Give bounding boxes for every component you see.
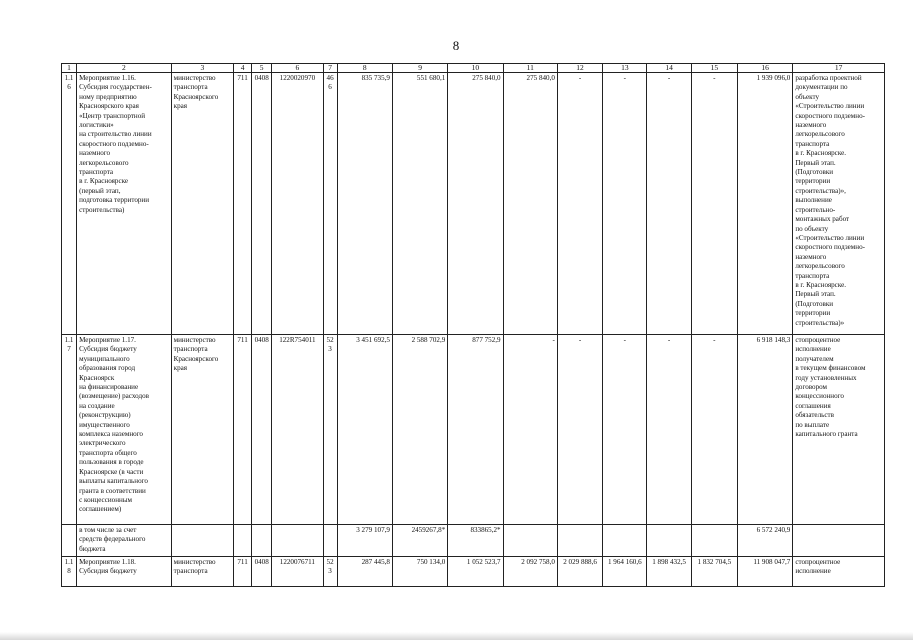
column-number: 6 <box>272 64 323 73</box>
activity-name-cell: Мероприятие 1.17. Субсидия бюджету муниципального образования город Красноярск на финансирование (возмещение) расходов на создание (реконструкцию) имущественного комплекса наземного электрического транспорта общего пользования в городе Красноярске (в части выплаты капитального гранта в соответствии с концессионным соглашением) <box>77 335 172 525</box>
column-number: 11 <box>503 64 557 73</box>
column-number: 5 <box>252 64 272 73</box>
amount-cell <box>647 525 691 557</box>
grbs-code-cell <box>234 525 252 557</box>
amount-cell: 833865,2* <box>448 525 503 557</box>
row-number-cell: 1.17 <box>62 335 77 525</box>
column-number: 17 <box>793 64 885 73</box>
grbs-code-cell: 711 <box>234 557 252 587</box>
amount-cell: 2459267,8* <box>392 525 447 557</box>
total-amount-cell: 1 939 096,0 <box>737 73 792 335</box>
target-article-cell: 122R754011 <box>272 335 323 525</box>
section-code-cell <box>252 525 272 557</box>
table-row <box>62 73 885 335</box>
amount-cell: - <box>691 73 737 335</box>
activity-name-cell: Мероприятие 1.16. Субсидия государствен- ному предприятию Красноярского края «Центр транспортной логистики» на строительство линии скоростного подземно- наземного легкорельсового транспорта в г. Красноярске (первый этап, подготовка территории строительства) <box>77 73 172 335</box>
grbs-code-cell: 711 <box>234 73 252 335</box>
amount-cell: 877 752,9 <box>448 335 503 525</box>
executor-cell: министерство транспорта Красноярского края <box>171 73 233 335</box>
executor-cell: министерство транспорта <box>171 557 233 587</box>
column-number: 4 <box>234 64 252 73</box>
amount-cell: 2 588 702,9 <box>392 335 447 525</box>
row-number-cell: 1.16 <box>62 73 77 335</box>
expense-type-cell: 523 <box>323 557 337 587</box>
amount-cell: 835 735,9 <box>337 73 392 335</box>
amount-cell: 1 052 523,7 <box>448 557 503 587</box>
expected-result-cell <box>793 525 885 557</box>
amount-cell: 3 451 692,5 <box>337 335 392 525</box>
section-code-cell: 0408 <box>252 335 272 525</box>
section-code-cell: 0408 <box>252 557 272 587</box>
expense-type-cell: 523 <box>323 335 337 525</box>
column-number: 3 <box>171 64 233 73</box>
expected-result-cell: стопроцентное исполнение <box>793 557 885 587</box>
column-number: 10 <box>448 64 503 73</box>
column-number: 1 <box>62 64 77 73</box>
expense-type-cell <box>323 525 337 557</box>
amount-cell: - <box>647 73 691 335</box>
column-number: 12 <box>557 64 602 73</box>
row-number-cell <box>62 525 77 557</box>
amount-cell <box>503 525 557 557</box>
table-row <box>62 557 885 587</box>
column-number-row <box>62 64 885 73</box>
total-amount-cell: 6 572 240,9 <box>737 525 792 557</box>
program-activities-table <box>61 63 885 587</box>
amount-cell: 2 092 758,0 <box>503 557 557 587</box>
executor-cell: министерство транспорта Красноярского края <box>171 335 233 525</box>
column-number: 16 <box>737 64 792 73</box>
amount-cell: - <box>557 335 602 525</box>
amount-cell <box>603 525 647 557</box>
column-number: 2 <box>77 64 172 73</box>
amount-cell: 2 029 888,6 <box>557 557 602 587</box>
amount-cell <box>691 525 737 557</box>
target-article-cell <box>272 525 323 557</box>
table-row <box>62 335 885 525</box>
column-number: 14 <box>647 64 691 73</box>
amount-cell: - <box>647 335 691 525</box>
amount-cell: 750 134,0 <box>392 557 447 587</box>
target-article-cell: 1220076711 <box>272 557 323 587</box>
amount-cell: 1 964 160,6 <box>603 557 647 587</box>
table-row <box>62 525 885 557</box>
activity-name-cell: Мероприятие 1.18. Субсидия бюджету <box>77 557 172 587</box>
column-number: 8 <box>337 64 392 73</box>
amount-cell <box>557 525 602 557</box>
column-number: 9 <box>392 64 447 73</box>
total-amount-cell: 6 918 148,3 <box>737 335 792 525</box>
amount-cell: 1 832 704,5 <box>691 557 737 587</box>
column-number: 15 <box>691 64 737 73</box>
amount-cell: 3 279 107,9 <box>337 525 392 557</box>
expense-type-cell: 466 <box>323 73 337 335</box>
section-code-cell: 0408 <box>252 73 272 335</box>
expected-result-cell: разработка проектной документации по объекту «Строительство линии скоростного подземно- наземного легкорельсового транспорта в г. Красноярске. Первый этап. (Подготовки территории строительства)», выполнение строительно- монтажных работ по объекту «Строительство линии скоростного подземно- наземного легкорельсового транспорта в г. Красноярске. Первый этап. (Подготовки территории строительства)» <box>793 73 885 335</box>
page-number: 8 <box>452 38 460 53</box>
amount-cell: - <box>603 335 647 525</box>
scan-edge-shadow <box>0 632 913 640</box>
amount-cell: - <box>603 73 647 335</box>
amount-cell: 551 680,1 <box>392 73 447 335</box>
column-number: 7 <box>323 64 337 73</box>
amount-cell: - <box>691 335 737 525</box>
amount-cell: - <box>503 335 557 525</box>
grbs-code-cell: 711 <box>234 335 252 525</box>
amount-cell: - <box>557 73 602 335</box>
total-amount-cell: 11 908 047,7 <box>737 557 792 587</box>
activity-name-cell: в том числе за счет средств федерального бюджета <box>77 525 172 557</box>
amount-cell: 287 445,8 <box>337 557 392 587</box>
column-number: 13 <box>603 64 647 73</box>
target-article-cell: 1220020970 <box>272 73 323 335</box>
amount-cell: 275 840,0 <box>503 73 557 335</box>
row-number-cell: 1.18 <box>62 557 77 587</box>
expected-result-cell: стопроцентное исполнение получателем в текущем финансовом году установленных договором концессионного соглашения обязательств по выплате капитального гранта <box>793 335 885 525</box>
amount-cell: 275 840,0 <box>448 73 503 335</box>
executor-cell <box>171 525 233 557</box>
amount-cell: 1 898 432,5 <box>647 557 691 587</box>
